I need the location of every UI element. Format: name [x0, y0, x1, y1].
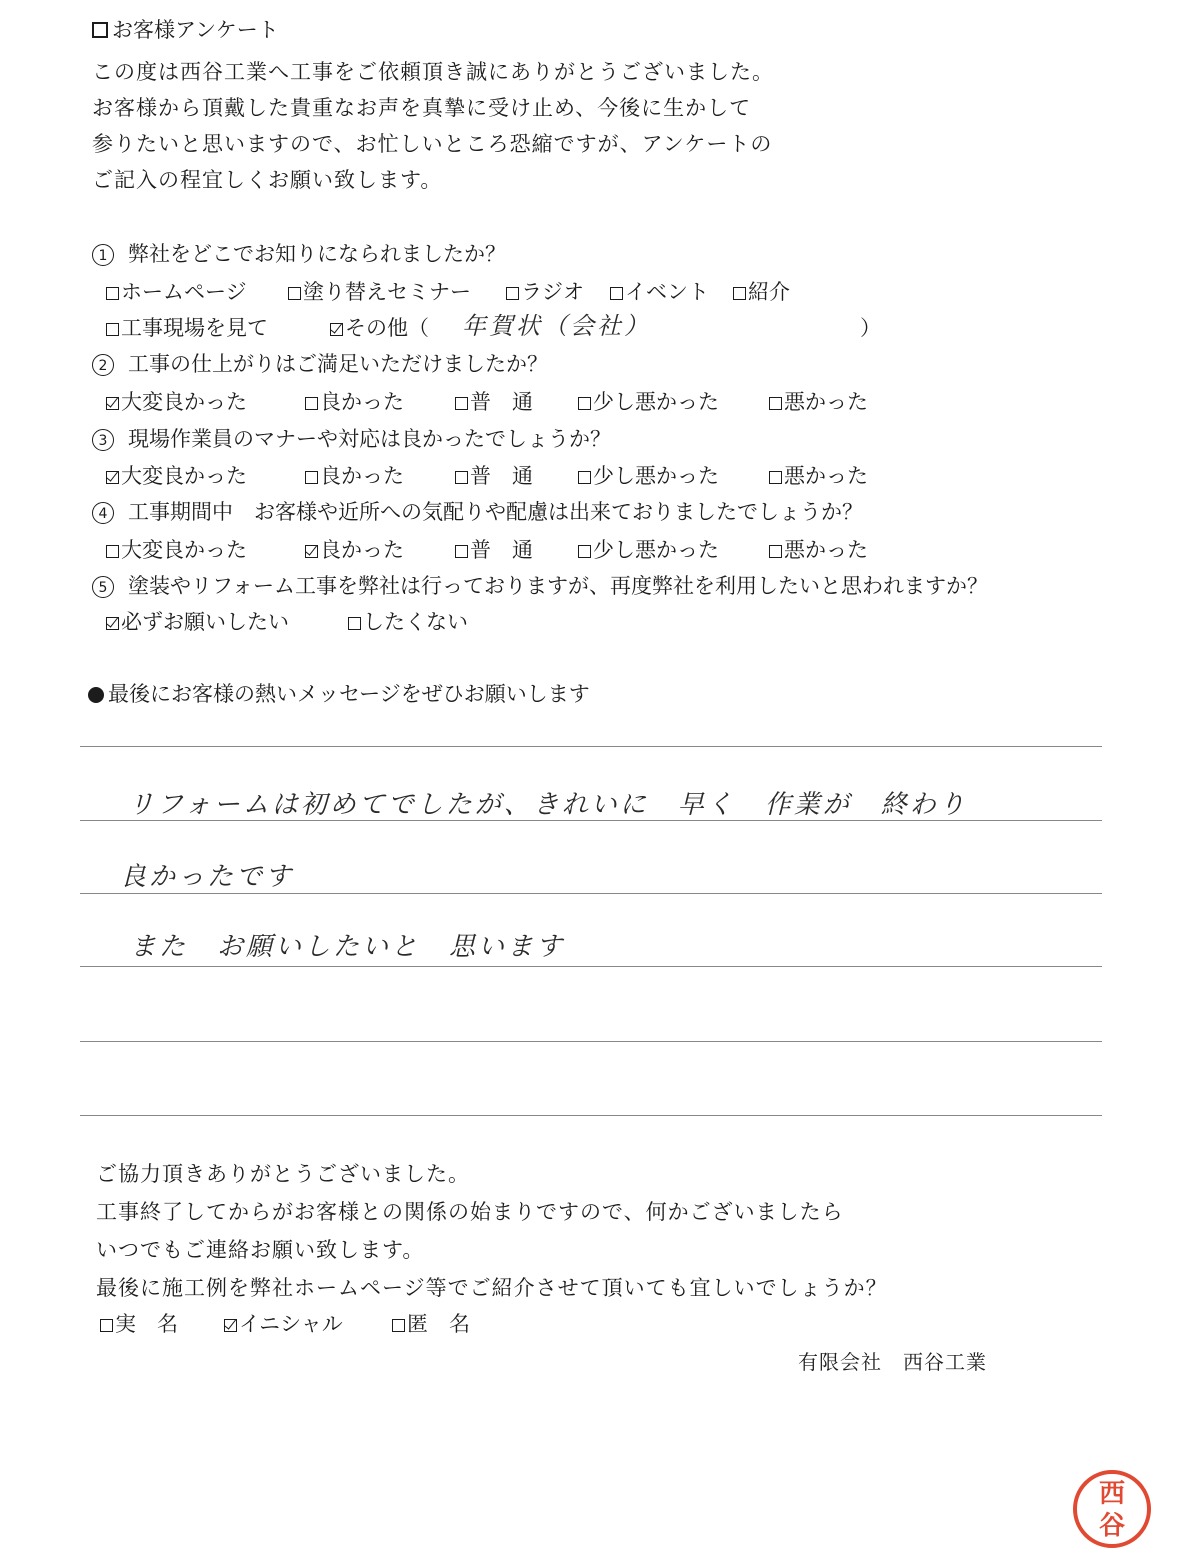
option-label: 工事現場を見て [121, 316, 268, 340]
writing-line [80, 746, 1102, 747]
option-label: ホームページ [121, 280, 247, 304]
survey-title [92, 14, 279, 44]
question-text: 工事の仕上がりはご満足いただけましたか？ [128, 352, 548, 376]
q5-option-yes[interactable] [106, 606, 289, 636]
other-close-paren: ） [860, 316, 881, 340]
checkbox[interactable] [392, 1319, 405, 1332]
option-label: 悪かった [784, 390, 868, 414]
stamp-char: 谷 [1098, 1511, 1125, 1541]
name-option-real[interactable] [100, 1308, 178, 1338]
checkbox[interactable] [224, 1319, 237, 1332]
message-heading-text: 最後にお客様の熱いメッセージをぜひお願いします [108, 682, 590, 706]
question-number: 4 [92, 502, 114, 524]
option-label: 普 通 [470, 538, 533, 562]
option-label: ラジオ [521, 280, 584, 304]
checkbox[interactable] [106, 617, 119, 630]
name-option-anonymous[interactable] [392, 1308, 470, 1338]
checkbox[interactable] [330, 323, 343, 336]
checkbox[interactable] [106, 287, 119, 300]
stamp-char: 西 [1098, 1479, 1125, 1509]
closing-line: 最後に施工例を弊社ホームページ等でご紹介させて頂いても宜しいでしょうか？ [96, 1276, 888, 1300]
option-label: イベント [625, 280, 709, 304]
message-line-2: 良かったです [120, 862, 295, 892]
question-number: 5 [92, 576, 114, 598]
option-event[interactable] [610, 276, 709, 306]
checkbox[interactable] [578, 545, 591, 558]
message-line-3: また お願いしたいと 思います [130, 932, 566, 962]
question-5 [92, 570, 988, 600]
question-text: 塗装やリフォーム工事を弊社は行っておりますが、再度弊社を利用したいと思われますか？ [128, 574, 988, 598]
q3-option-good[interactable] [305, 460, 404, 490]
closing-line: ご協力頂きありがとうございました。 [96, 1162, 470, 1186]
question-2 [92, 348, 548, 378]
question-text: 弊社をどこでお知りになられましたか？ [128, 242, 506, 266]
intro-line: 参りたいと思いますので、お忙しいところ恐縮ですが、アンケートの [92, 132, 773, 156]
checkbox[interactable] [348, 617, 361, 630]
checkbox[interactable] [506, 287, 519, 300]
checkbox[interactable] [106, 471, 119, 484]
intro-line: お客様から頂戴した貴重なお声を真摯に受け止め、今後に生かして [92, 96, 752, 120]
name-option-initial[interactable] [224, 1308, 343, 1338]
checkbox[interactable] [100, 1319, 113, 1332]
question-3 [92, 423, 611, 453]
option-label: 少し悪かった [593, 390, 719, 414]
q2-option-very-good[interactable] [106, 386, 247, 416]
square-bullet-icon [92, 22, 108, 38]
q3-option-very-good[interactable] [106, 460, 247, 490]
checkbox[interactable] [106, 397, 119, 410]
option-label: 紹介 [748, 280, 790, 304]
option-label: 少し悪かった [593, 464, 719, 488]
q2-option-good[interactable] [305, 386, 404, 416]
option-label: 大変良かった [121, 464, 247, 488]
other-answer-handwritten: 年賀状（会社） [462, 312, 651, 340]
writing-line [80, 1041, 1102, 1042]
option-label: 悪かった [784, 464, 868, 488]
option-homepage[interactable] [106, 276, 247, 306]
seal-stamp [1073, 1470, 1151, 1548]
q4-option-slightly-bad[interactable] [578, 534, 719, 564]
option-label: 少し悪かった [593, 538, 719, 562]
option-other[interactable] [330, 312, 429, 342]
q5-option-no[interactable] [348, 606, 468, 636]
q4-option-good[interactable] [305, 534, 404, 564]
writing-line [80, 893, 1102, 894]
survey-title-text: お客様アンケート [112, 18, 279, 42]
circle-bullet-icon [88, 687, 104, 703]
q2-option-bad[interactable] [769, 386, 868, 416]
checkbox[interactable] [305, 545, 318, 558]
checkbox[interactable] [288, 287, 301, 300]
option-label: 普 通 [470, 390, 533, 414]
option-radio[interactable] [506, 276, 584, 306]
option-seminar[interactable] [288, 276, 471, 306]
checkbox[interactable] [578, 397, 591, 410]
question-number: 2 [92, 354, 114, 376]
checkbox[interactable] [610, 287, 623, 300]
company-name: 有限会社 西谷工業 [798, 1350, 987, 1374]
question-text: 工事期間中 お客様や近所への気配りや配慮は出来ておりましたでしょうか？ [128, 500, 863, 524]
intro-line: ご記入の程宜しくお願い致します。 [92, 168, 443, 192]
checkbox[interactable] [769, 471, 782, 484]
checkbox[interactable] [769, 545, 782, 558]
writing-line [80, 1115, 1102, 1116]
option-site[interactable] [106, 312, 268, 342]
option-label: 塗り替えセミナー [303, 280, 471, 304]
checkbox[interactable] [578, 471, 591, 484]
checkbox[interactable] [455, 471, 468, 484]
q4-option-bad[interactable] [769, 534, 868, 564]
option-label: 良かった [320, 464, 404, 488]
option-label: 普 通 [470, 464, 533, 488]
checkbox[interactable] [455, 545, 468, 558]
question-text: 現場作業員のマナーや対応は良かったでしょうか？ [128, 427, 611, 451]
q4-option-normal[interactable] [455, 534, 533, 564]
option-label: その他（ [345, 316, 429, 340]
q2-option-slightly-bad[interactable] [578, 386, 719, 416]
checkbox[interactable] [106, 545, 119, 558]
message-line-1: リフォームは初めてでしたが、きれいに 早く 作業が 終わり [128, 790, 968, 820]
closing-line: 工事終了してからがお客様との関係の始まりですので、何かございましたら [96, 1200, 844, 1224]
option-label: 良かった [320, 390, 404, 414]
question-4 [92, 496, 863, 526]
message-heading [88, 678, 590, 708]
checkbox[interactable] [305, 397, 318, 410]
option-label: 大変良かった [121, 390, 247, 414]
q4-option-very-good[interactable] [106, 534, 247, 564]
writing-line [80, 820, 1102, 821]
checkbox[interactable] [769, 397, 782, 410]
checkbox[interactable] [733, 287, 746, 300]
q3-option-slightly-bad[interactable] [578, 460, 719, 490]
question-1 [92, 238, 506, 268]
question-number: 1 [92, 244, 114, 266]
option-label: 匿 名 [407, 1312, 470, 1336]
option-referral[interactable] [733, 276, 790, 306]
checkbox[interactable] [455, 397, 468, 410]
option-label: 実 名 [115, 1312, 178, 1336]
option-label: したくない [363, 610, 468, 634]
writing-line [80, 966, 1102, 967]
option-label: 悪かった [784, 538, 868, 562]
q3-option-normal[interactable] [455, 460, 533, 490]
checkbox[interactable] [305, 471, 318, 484]
option-label: 良かった [320, 538, 404, 562]
closing-line: いつでもご連絡お願い致します。 [96, 1238, 425, 1262]
option-label: イニシャル [239, 1312, 343, 1336]
q2-option-normal[interactable] [455, 386, 533, 416]
question-number: 3 [92, 429, 114, 451]
intro-line: この度は西谷工業へ工事をご依頼頂き誠にありがとうございました。 [92, 60, 774, 84]
option-label: 大変良かった [121, 538, 247, 562]
checkbox[interactable] [106, 323, 119, 336]
option-label: 必ずお願いしたい [121, 610, 289, 634]
q3-option-bad[interactable] [769, 460, 868, 490]
